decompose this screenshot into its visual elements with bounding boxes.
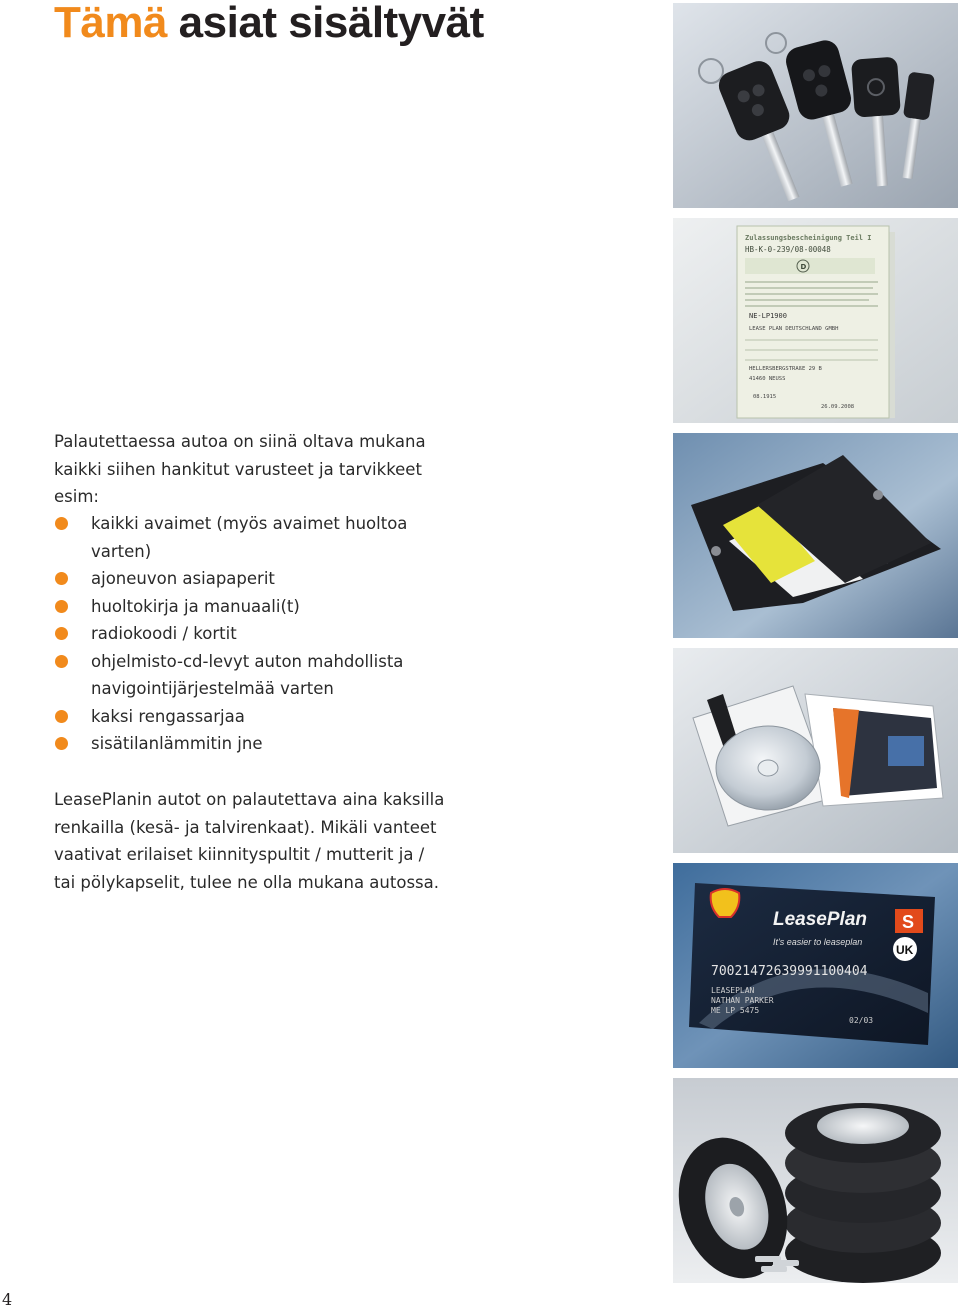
bullet-dot-icon [55, 517, 68, 530]
card-number-text: 70021472639991100404 [711, 964, 868, 979]
bullet-dot-icon [55, 627, 68, 640]
list-item-text: ohjelmisto-cd-levyt auton mahdollista navigointijärjestelmää varten [91, 651, 404, 698]
document-plate-text: NE-LP1900 [749, 312, 787, 320]
list-item-text: radiokoodi / kortit [91, 624, 237, 643]
document-holder-text: LEASE PLAN DEUTSCHLAND GMBH [749, 326, 839, 332]
card-expiry-text: 02/03 [849, 1016, 874, 1025]
list-item [54, 620, 434, 648]
document-street-text: HELLERSBERGSTRAßE 29 B [749, 366, 822, 372]
card-tagline-text: It's easier to leaseplan [773, 937, 863, 947]
software-cd-photo [673, 648, 958, 853]
list-item-text: huoltokirja ja manuaali(t) [91, 596, 300, 616]
registration-document-photo [673, 218, 958, 423]
bullet-dot-icon [55, 710, 68, 723]
card-line-text: NATHAN PARKER [711, 996, 774, 1005]
list-item [54, 648, 434, 703]
document-city-text: 41460 NEUSS [749, 376, 786, 382]
card-country-text: UK [896, 943, 914, 957]
bullet-dot-icon [55, 600, 68, 613]
card-line-text: ME LP 5475 [711, 1006, 760, 1015]
list-item [54, 593, 434, 621]
document-number-text: HB-K-0-239/08-00048 [745, 245, 831, 254]
page-number: 4 [2, 1290, 13, 1309]
list-item-text: ajoneuvon asiapaperit [91, 569, 275, 588]
bullet-dot-icon [55, 655, 68, 668]
list-item [54, 730, 434, 758]
tyres-photo [673, 1078, 958, 1283]
list-item [54, 703, 434, 731]
document-country-text: D [800, 263, 807, 271]
list-item-text: kaikki avaimet (myös avaimet huoltoa varten) [91, 514, 408, 561]
bullet-dot-icon [55, 572, 68, 585]
outro-paragraph: LeasePlanin autot on palautettava aina kaksilla renkailla (kesä- ja talvirenkaat). Mikäli vanteet vaativat erilaiset kiinnityspultit / mutterit ja / tai pölykapselit, tulee ne olla mukana autossa. [54, 790, 445, 892]
card-brand-text: LeasePlan [773, 909, 867, 930]
list-item-text: sisätilanlämmitin jne [91, 734, 263, 753]
title-accent: Tämä [54, 0, 167, 47]
card-line-text: LEASEPLAN [711, 986, 755, 995]
items-list [54, 510, 434, 758]
title-rest: asiat sisältyvät [166, 0, 484, 47]
fuel-card-photo [673, 863, 958, 1068]
intro-paragraph: Palautettaessa autoa on siinä oltava mukana kaikki siihen hankitut varusteet ja tarvikkeet esim: [54, 432, 426, 506]
document-wallet-photo [673, 433, 958, 638]
document-header-text: Zulassungsbescheinigung Teil I [745, 234, 872, 242]
document-date-text: 26.09.2008 [821, 404, 855, 410]
card-logo-text: S [902, 912, 915, 932]
document-date-text: 08.1915 [753, 394, 777, 400]
page-title [54, 0, 484, 46]
car-keys-photo [673, 3, 958, 208]
list-item-text: kaksi rengassarjaa [91, 706, 245, 726]
bullet-dot-icon [55, 737, 68, 750]
list-item [54, 565, 434, 593]
list-item [54, 510, 434, 565]
